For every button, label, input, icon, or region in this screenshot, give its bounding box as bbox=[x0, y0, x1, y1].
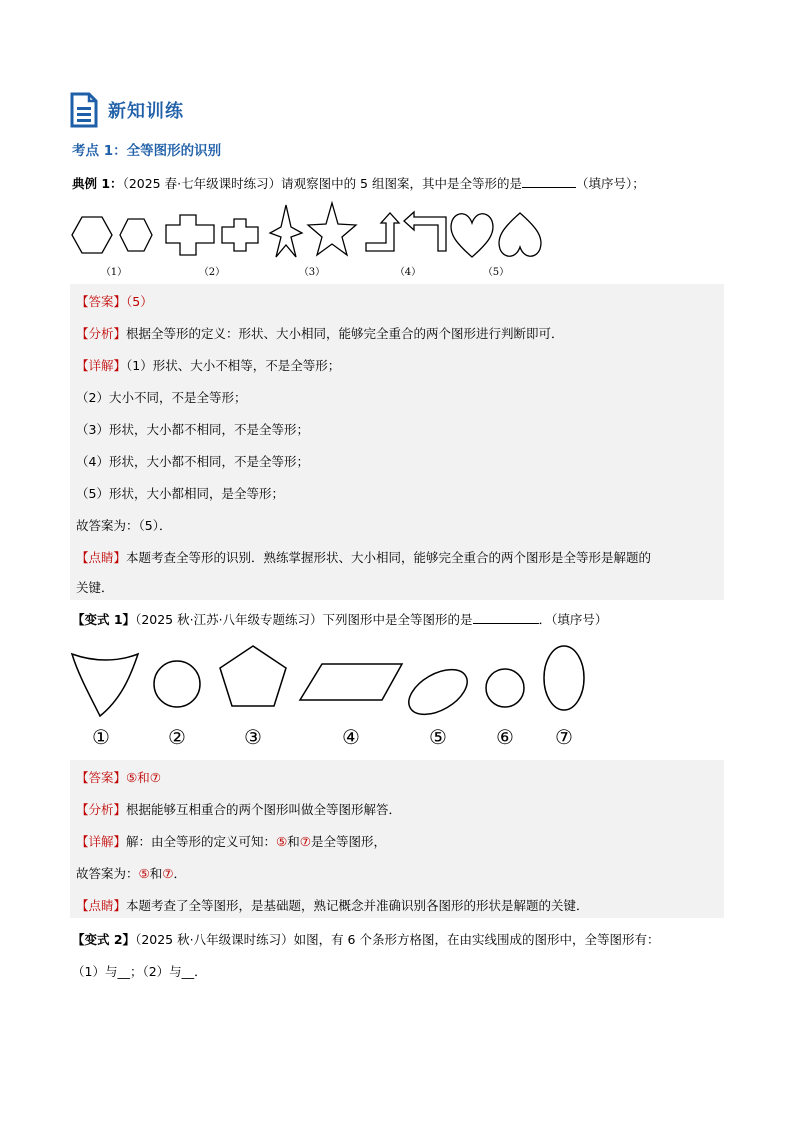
variant1-analysis: 根据能够互相重合的两个图形叫做全等图形解答． bbox=[126, 802, 402, 817]
v1-label-2: ② bbox=[168, 725, 186, 749]
v1-label-4: ④ bbox=[342, 725, 360, 749]
variant1-final-line bbox=[76, 864, 186, 882]
heart-inverted bbox=[499, 213, 541, 256]
example1-detail-1: （1）形状、大小不相等，不是全等形； bbox=[126, 358, 341, 373]
curved-triangle bbox=[72, 654, 138, 716]
detail-tag: 【详解】 bbox=[76, 834, 127, 849]
variant1-detail-post: 是全等图形， bbox=[310, 834, 386, 849]
circle-small bbox=[486, 669, 524, 707]
final-post: ． bbox=[173, 866, 186, 881]
example1-analysis-line bbox=[76, 324, 564, 342]
example1-question bbox=[72, 174, 645, 192]
example1-question-text: 请观察图中的 5 组图案，其中是全等形的是 bbox=[281, 176, 522, 191]
fig-label-4: （4） bbox=[394, 267, 422, 278]
ellipse-tilted bbox=[401, 660, 474, 723]
point-tag: 【点睛】 bbox=[76, 898, 127, 913]
v1-label-7: ⑦ bbox=[555, 725, 573, 749]
variant2-label: 【变式 2】 bbox=[72, 932, 136, 947]
detail-tag: 【详解】 bbox=[76, 358, 127, 373]
analysis-tag: 【分析】 bbox=[76, 326, 127, 341]
arrow-shape-right bbox=[404, 212, 446, 251]
hexagon-small bbox=[120, 219, 152, 251]
final-and: 和 bbox=[149, 866, 163, 881]
example1-detail-line-4: （4）形状，大小都不相同，不是全等形； bbox=[76, 454, 309, 469]
example1-detail-line-2: （2）大小不同，不是全等形； bbox=[76, 390, 247, 405]
v1-label-3: ③ bbox=[244, 725, 262, 749]
point-tag: 【点睛】 bbox=[76, 550, 127, 565]
document-icon bbox=[70, 92, 98, 128]
heart-upright bbox=[451, 214, 493, 257]
section-title-text: 新知训练 bbox=[108, 101, 184, 122]
fig-label-5: （5） bbox=[482, 267, 510, 278]
answer-tag: 【答案】 bbox=[76, 294, 127, 309]
example1-analysis: 根据全等形的定义：形状、大小相同，能够完全重合的两个图形进行判断即可． bbox=[126, 326, 564, 341]
variant1-detail-line bbox=[76, 832, 386, 850]
example1-suffix: （填序号）； bbox=[575, 176, 645, 191]
detail-figure-5: ⑤ bbox=[276, 834, 288, 849]
final-figure-7: ⑦ bbox=[162, 866, 174, 881]
cross-small bbox=[222, 219, 258, 251]
answer-tag: 【答案】 bbox=[76, 770, 127, 785]
kaodian-heading: 考点 1：全等图形的识别 bbox=[72, 143, 222, 159]
cross-large bbox=[166, 215, 214, 255]
example1-point-1: 本题考查全等形的识别．熟练掌握形状、大小相同，能够完全重合的两个图形是全等形是解题的 bbox=[126, 550, 652, 565]
detail-figure-7: ⑦ bbox=[299, 834, 311, 849]
fig-label-1: （1） bbox=[100, 267, 128, 278]
detail-and: 和 bbox=[287, 834, 300, 849]
example1-detail-line-3: （3）形状，大小都不相同，不是全等形； bbox=[76, 422, 309, 437]
hexagon-large bbox=[72, 217, 112, 253]
example1-point-line-2: 关键． bbox=[76, 580, 114, 595]
analysis-tag: 【分析】 bbox=[76, 802, 127, 817]
answer-figure-5: ⑤ bbox=[126, 770, 138, 785]
v1-label-6: ⑥ bbox=[496, 725, 514, 749]
example1-blank[interactable] bbox=[522, 175, 576, 188]
example1-answer-box bbox=[70, 284, 724, 600]
fig-label-3: （3） bbox=[298, 267, 326, 278]
variant2-question-text: 如图，有 6 个条形方格图，在由实线围成的图形中，全等图形有： bbox=[293, 932, 660, 947]
example1-answer-line bbox=[76, 292, 153, 310]
variant1-question bbox=[72, 610, 607, 628]
pentagon bbox=[220, 646, 286, 706]
fig-label-2: （2） bbox=[198, 267, 226, 278]
final-figure-5: ⑤ bbox=[138, 866, 150, 881]
circle-large bbox=[154, 661, 200, 707]
example1-detail-line-1 bbox=[76, 356, 340, 374]
variant1-analysis-line bbox=[76, 800, 401, 818]
variant1-source: （2025 秋·江苏·八年级专题练习） bbox=[135, 612, 323, 627]
variant1-detail-pre: 解：由全等形的定义可知： bbox=[126, 834, 277, 849]
example1-point-line-1 bbox=[76, 548, 651, 566]
answer-and: 和 bbox=[137, 770, 150, 785]
variant2-question bbox=[72, 930, 659, 948]
example1-detail-line-5: （5）形状，大小都相同，是全等形； bbox=[76, 486, 284, 501]
arrow-shape-left bbox=[366, 213, 399, 251]
example1-label: 典例 1： bbox=[72, 176, 123, 191]
example1-source: （2025 春·七年级课时练习） bbox=[122, 176, 282, 191]
answer-figure-7: ⑦ bbox=[149, 770, 161, 785]
v1-label-1: ① bbox=[92, 725, 110, 749]
variant1-answer-box bbox=[70, 760, 724, 918]
variant1-point: 本题考查了全等图形，是基础题，熟记概念并准确识别各图形的形状是解题的关键． bbox=[126, 898, 589, 913]
v1-label-5: ⑤ bbox=[429, 725, 447, 749]
final-pre: 故答案为： bbox=[76, 866, 139, 881]
example1-figures bbox=[68, 197, 548, 285]
variant1-answer-line bbox=[76, 768, 161, 786]
example1-final-line: 故答案为：（5）． bbox=[76, 518, 172, 533]
variant1-blank[interactable] bbox=[473, 611, 539, 624]
variant1-figures bbox=[68, 638, 588, 754]
variant1-suffix: ．（填序号） bbox=[538, 612, 608, 627]
star-wide bbox=[308, 203, 356, 255]
variant2-source: （2025 秋·八年级课时练习） bbox=[135, 932, 294, 947]
example1-answer: （5） bbox=[126, 294, 153, 309]
parallelogram bbox=[300, 664, 402, 700]
variant1-label: 【变式 1】 bbox=[72, 612, 136, 627]
ellipse-vertical bbox=[544, 646, 584, 710]
variant1-question-text: 下列图形中是全等图形的是 bbox=[322, 612, 473, 627]
variant1-point-line bbox=[76, 896, 589, 914]
section-title bbox=[70, 92, 184, 128]
variant2-blanks-line: （1）与__；（2）与__． bbox=[72, 964, 207, 979]
star-thin bbox=[270, 205, 302, 257]
